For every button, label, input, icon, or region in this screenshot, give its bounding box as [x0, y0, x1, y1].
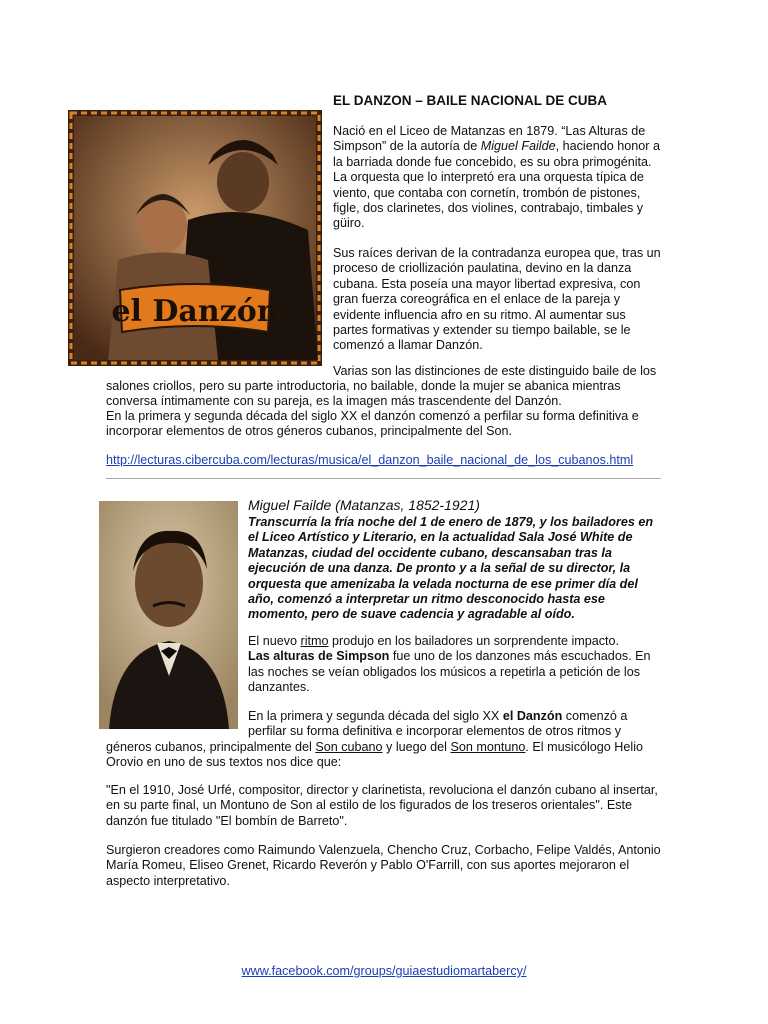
son-montuno-link[interactable]: Son montuno — [450, 740, 526, 754]
photo-caption: el Danzón — [111, 294, 279, 329]
ritmo-link[interactable]: ritmo — [300, 634, 329, 648]
section2-paragraph-2-start — [248, 709, 658, 740]
text-span: comenzó a perfilar su forma definitiva e incorporar elementos de otros ritmos y — [248, 709, 628, 739]
miguel-failde-portrait — [99, 501, 238, 729]
text-span: fue uno de los danzones más escuchados. En las noches se veían obligados los músicos a repetirla a petición de los danzantes. — [248, 649, 651, 695]
source-link[interactable]: http://lecturas.cibercuba.com/lecturas/musica/el_danzon_baile_nacional_de_los_cubanos.html — [106, 453, 634, 467]
text-span: y luego del — [382, 740, 451, 754]
section1-paragraph-3-start: Varias son las distinciones de este distinguido baile de los — [333, 364, 657, 378]
section2-closing: Surgieron creadores como Raimundo Valenzuela, Chencho Cruz, Corbacho, Felipe Valdés, Antonio María Romeu, Eliseo Grenet, Ricardo Reverón y Pablo O'Farrill, con sus aportes mejoraron el aspecto interpretativo. — [106, 843, 661, 888]
section1-paragraph-1 — [333, 124, 663, 232]
bold-danzon: el Danzón — [502, 709, 563, 723]
section2-paragraph-1 — [248, 634, 658, 696]
section2-paragraph-2-rest — [106, 740, 664, 771]
page-title: EL DANZON – BAILE NACIONAL DE CUBA — [333, 93, 608, 108]
footer-facebook-link[interactable]: www.facebook.com/groups/guiaestudiomartabercy/ — [241, 964, 527, 978]
section1-paragraph-4: En la primera y segunda década del siglo XX el danzón comenzó a perfilar su forma definitiva e incorporar elementos de otros géneros cubanos, principalmente del Son. — [106, 409, 639, 439]
text-span: géneros cubanos, principalmente del — [106, 740, 316, 754]
couple-dancing-photo — [68, 110, 322, 366]
divider — [106, 478, 661, 479]
section2-quote: "En el 1910, José Urfé, compositor, director y clarinetista, revoluciona el danzón cubano al insertar, en su parte final, un Montuno de Son al estilo de los figurados de los treseros orientales". Este danzón fue titulado "El bombín de Barreto". — [106, 783, 658, 828]
song-title: Las alturas de Simpson — [248, 649, 390, 664]
son-cubano-link[interactable]: Son cubano — [315, 740, 383, 754]
text-span: produjo en los bailadores un sorprendente impacto. — [328, 634, 620, 648]
text-span: Nació en el Liceo de Matanzas en 1879. “Las Alturas de Simpson” de la autoría de — [333, 124, 646, 154]
text-span: El nuevo — [248, 634, 301, 648]
text-span: En la primera y segunda década del siglo XX — [248, 709, 503, 723]
text-span: , haciendo honor a la barriada donde fue concebido, es su obra primogénita. La orquesta que lo interpretó era una orquesta típica de viento, que contaba con cornetín, trombón de pistones, figle, dos clarinetes, dos violines, contrabajo, timbales y güiro. — [333, 139, 660, 231]
section2-intro: Transcurría la fría noche del 1 de enero de 1879, y los bailadores en el Liceo Artístico y Literario, en la actualidad Sala José White de Matanzas, ciudad del occidente cubano, descansaban tras la ejecución de una danza. De pronto y a la señal de su director, la orquesta que amenizaba la velada nocturna de ese primer día del año, comenzó a interpretar un ritmo desconocido hasta ese momento, pero de suave cadencia y agradable al oído. — [248, 515, 654, 622]
author-name: Miguel Failde — [480, 139, 556, 154]
section1-paragraph-3-rest: salones criollos, pero su parte introductoria, no bailable, donde la mujer se abanica mientras conversa íntimamente con su pareja, es la imagen más trascendente del Danzón. — [106, 379, 621, 409]
text-span: . El musicólogo Helio Orovio en uno de sus textos nos dice que: — [106, 740, 643, 770]
section2-heading: Miguel Failde (Matanzas, 1852-1921) — [248, 497, 480, 513]
section1-paragraph-2: Sus raíces derivan de la contradanza europea que, tras un proceso de criollización paulatina, devino en la danza cubana. Esta poseía una mayor libertad expresiva, con gran fuerza coreográfica en el enlace de la pareja y evidente influencia afro en su ritmo. Al aumentar sus partes formativas y extender su tiempo bailable, se le comenzó a llamar Danzón. — [333, 246, 661, 353]
